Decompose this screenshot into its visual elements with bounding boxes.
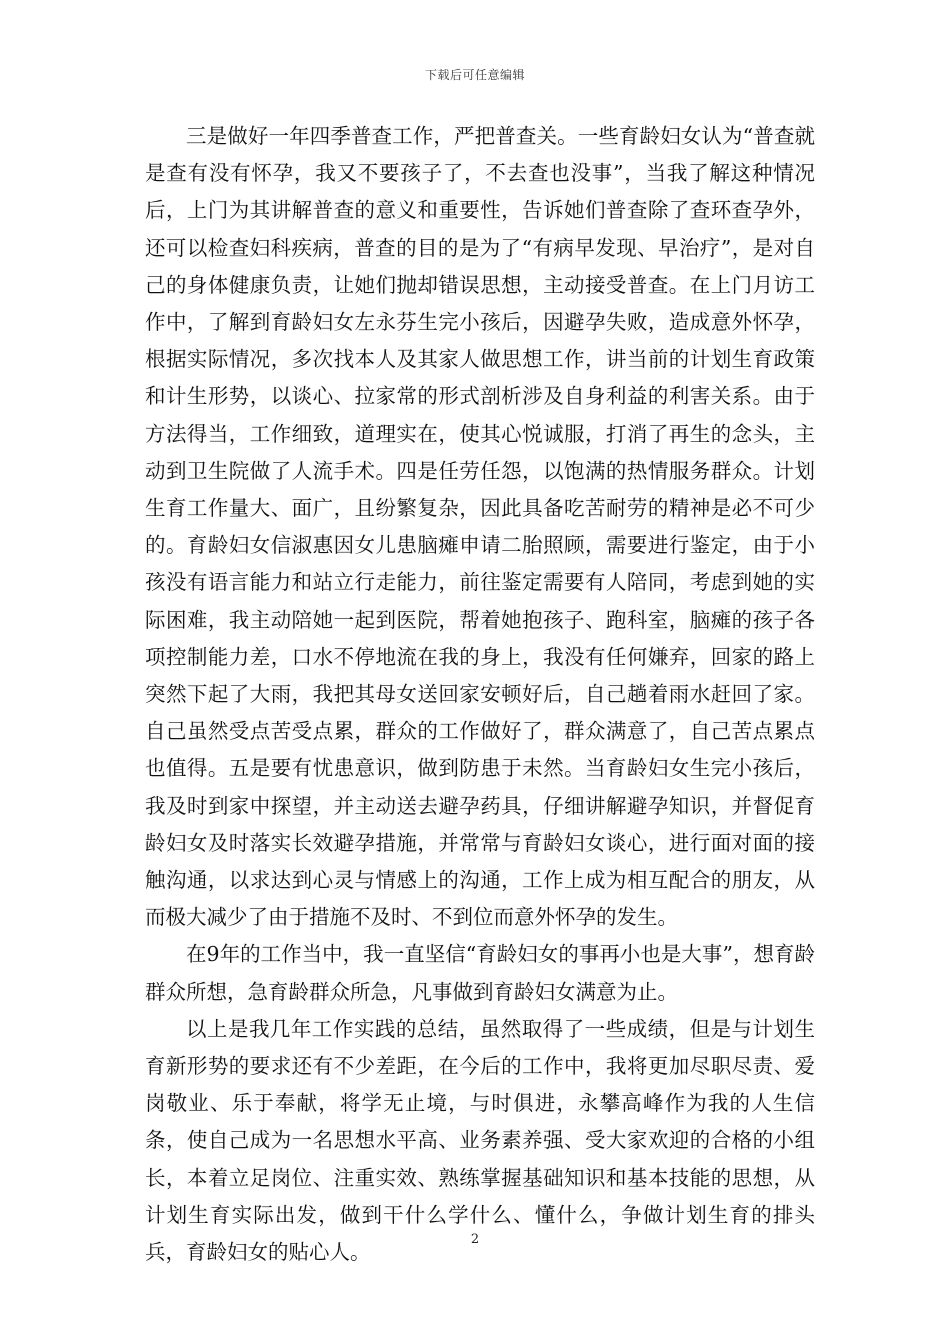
paragraph-3: 以上是我几年工作实践的总结，虽然取得了一些成绩，但是与计划生育新形势的要求还有不少差距，在今后的工作中，我将更加尽职尽责、爱岗敬业、乐于奉献，将学无止境，与时俱进，永攀高峰作为我的人生信条，使自己成为一名思想水平高、业务素养强、受大家欢迎的合格的小组长，本着立足岗位、注重实效、熟练掌握基础知识和基本技能的思想，从计划生育实际出发，做到干什么学什么、懂什么，争做计划生育的排头兵，育龄妇女的贴心人。 — [145, 1016, 815, 1265]
paragraph-2: 在9年的工作当中，我一直坚信“育龄妇女的事再小也是大事”，想育龄群众所想，急育龄群众所急，凡事做到育龄妇女满意为止。 — [145, 942, 815, 1004]
page-number: 2 — [470, 1232, 480, 1247]
document-body — [145, 118, 815, 1271]
paragraph-1: 三是做好一年四季普查工作，严把普查关。一些育龄妇女认为“普查就是查有没有怀孕，我又不要孩子了，不去查也没事”，当我了解这种情况后，上门为其讲解普查的意义和重要性，告诉她们普查除了查环查孕外，还可以检查妇科疾病，普查的目的是为了“有病早发现、早治疗”，是对自己的身体健康负责，让她们抛却错误思想，主动接受普查。在上门月访工作中，了解到育龄妇女左永芬生完小孩后，因避孕失败，造成意外怀孕，根据实际情况，多次找本人及其家人做思想工作，讲当前的计划生育政策和计生形势，以谈心、拉家常的形式剖析涉及自身利益的利害关系。由于方法得当，工作细致，道理实在，使其心悦诚服，打消了再生的念头，主动到卫生院做了人流手术。四是任劳任怨，以饱满的热情服务群众。计划生育工作量大、面广，且纷繁复杂，因此具备吃苦耐劳的精神是必不可少的。育龄妇女信淑惠因女儿患脑瘫申请二胎照顾，需要进行鉴定，由于小孩没有语言能力和站立行走能力，前往鉴定需要有人陪同，考虑到她的实际困难，我主动陪她一起到医院，帮着她抱孩子、跑科室，脑瘫的孩子各项控制能力差，口水不停地流在我的身上，我没有任何嫌弃，回家的路上突然下起了大雨，我把其母女送回家安顿好后，自己趟着雨水赶回了家。自己虽然受点苦受点累，群众的工作做好了，群众满意了，自己苦点累点也值得。五是要有忧患意识，做到防患于未然。当育龄妇女生完小孩后，我及时到家中探望，并主动送去避孕药具，仔细讲解避孕知识，并督促育龄妇女及时落实长效避孕措施，并常常与育龄妇女谈心，进行面对面的接触沟通，以求达到心灵与情感上的沟通，工作上成为相互配合的朋友，从而极大减少了由于措施不及时、不到位而意外怀孕的发生。 — [145, 124, 815, 930]
page-header: 下载后可任意编辑 — [424, 68, 525, 82]
